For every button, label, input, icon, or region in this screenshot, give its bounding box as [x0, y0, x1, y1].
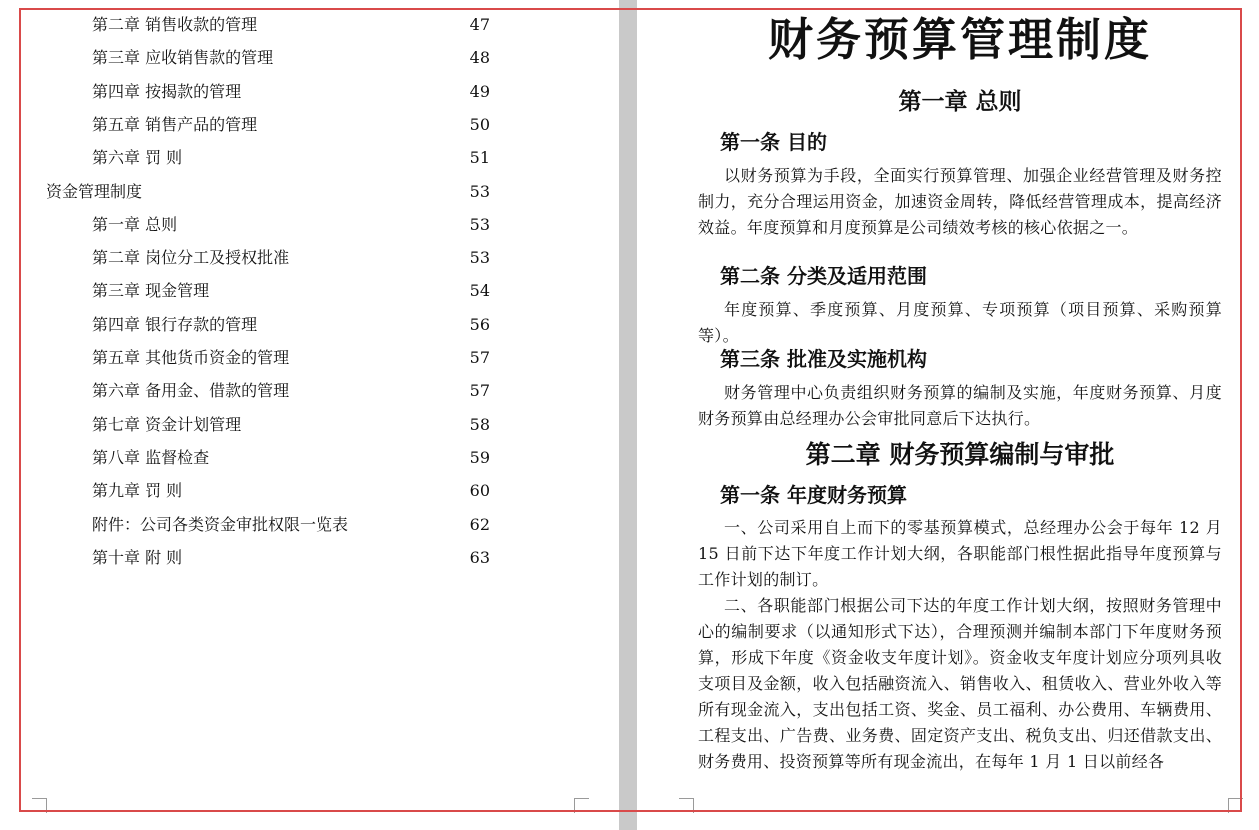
toc-entry-label: 资金管理制度: [46, 177, 143, 207]
toc-entry-page: 53: [469, 210, 490, 240]
crop-mark: [679, 798, 694, 813]
toc-entry[interactable]: [92, 110, 490, 140]
toc-entry[interactable]: [92, 310, 490, 340]
toc-entry-page: 54: [469, 276, 490, 306]
toc-entry-label: 第一章 总则: [92, 210, 178, 240]
paragraph: 财务管理中心负责组织财务预算的编制及实施，年度财务预算、月度财务预算由总经理办公会审批同意后下达执行。: [698, 383, 1222, 428]
toc-entry-page: 53: [469, 243, 490, 273]
toc-entry[interactable]: [92, 543, 490, 573]
article-heading: 第一条 目的: [720, 130, 827, 154]
left-page: [0, 0, 619, 830]
toc-entry-page: 57: [469, 343, 490, 373]
toc-entry-label: 第九章 罚 则: [92, 476, 183, 506]
toc-entry-label: 第六章 罚 则: [92, 143, 183, 173]
paragraph: 一、公司采用自上而下的零基预算模式，总经理办公会于每年 12 月 15 日前下达下年度工作计划大纲，各职能部门根性据此指导年度预算与工作计划的制订。: [698, 518, 1222, 589]
toc-entry-label: 第五章 销售产品的管理: [92, 110, 258, 140]
toc-entry-page: 47: [469, 10, 490, 40]
chapter-heading: 第一章 总则: [898, 88, 1022, 115]
toc-entry-page: 62: [469, 510, 490, 540]
toc-entry-page: 60: [469, 476, 490, 506]
chapter-heading: 第二章 财务预算编制与审批: [805, 440, 1115, 469]
toc-entry[interactable]: [92, 376, 490, 406]
toc-entry-page: 48: [469, 43, 490, 73]
toc-entry-label: 附件：公司各类资金审批权限一览表: [92, 510, 349, 540]
toc-entry-page: 56: [469, 310, 490, 340]
toc-entry-label: 第二章 销售收款的管理: [92, 10, 258, 40]
toc-entry[interactable]: [92, 410, 490, 440]
article-heading: 第二条 分类及适用范围: [720, 264, 927, 288]
toc-entry-label: 第十章 附 则: [92, 543, 183, 573]
toc-entry[interactable]: [92, 243, 490, 273]
toc-entry-label: 第四章 按揭款的管理: [92, 77, 242, 107]
page-gutter: [619, 0, 637, 830]
toc-entry[interactable]: [92, 143, 490, 173]
toc-entry[interactable]: [92, 210, 490, 240]
toc-entry-label: 第三章 现金管理: [92, 276, 210, 306]
toc-entry[interactable]: [92, 476, 490, 506]
paragraph: 二、各职能部门根据公司下达的年度工作计划大纲，按照财务管理中心的编制要求（以通知形式下达），合理预测并编制本部门下年度财务预算，形成下年度《资金收支年度计划》。资金收支年度计划应分项列具收支项目及金额，收入包括融资流入、销售收入、租赁收入、营业外收入等所有现金流入，支出包括工资、奖金、员工福利、办公费用、车辆费用、工程支出、广告费、业务费、固定资产支出、税负支出、归还借款支出、财务费用、投资预算等所有现金流出，在每年 1 月 1 日以前经各: [698, 596, 1222, 771]
crop-mark: [32, 798, 47, 813]
toc-entry[interactable]: [92, 77, 490, 107]
toc-entry[interactable]: [46, 177, 490, 207]
toc-entry-label: 第二章 岗位分工及授权批准: [92, 243, 290, 273]
toc-entry-page: 58: [469, 410, 490, 440]
toc-entry-label: 第五章 其他货币资金的管理: [92, 343, 290, 373]
toc-entry-page: 53: [469, 177, 490, 207]
crop-mark: [574, 798, 589, 813]
paragraph: 年度预算、季度预算、月度预算、专项预算（项目预算、采购预算等）。: [698, 300, 1222, 345]
toc-entry-page: 57: [469, 376, 490, 406]
toc-entry[interactable]: [92, 443, 490, 473]
document-title: 财务预算管理制度: [767, 13, 1152, 66]
toc-entry-label: 第六章 备用金、借款的管理: [92, 376, 290, 406]
toc-entry-label: 第三章 应收销售款的管理: [92, 43, 274, 73]
toc-entry-page: 59: [469, 443, 490, 473]
paragraph: 以财务预算为手段，全面实行预算管理、加强企业经营管理及财务控制力，充分合理运用资金，加速资金周转，降低经营管理成本，提高经济效益。年度预算和月度预算是公司绩效考核的核心依据之一。: [698, 166, 1222, 237]
toc-entry[interactable]: [92, 510, 490, 540]
toc-entry-label: 第七章 资金计划管理: [92, 410, 242, 440]
article-heading: 第一条 年度财务预算: [720, 483, 907, 507]
crop-mark: [1228, 798, 1243, 813]
toc-entry-label: 第四章 银行存款的管理: [92, 310, 258, 340]
article-heading: 第三条 批准及实施机构: [720, 347, 927, 371]
toc-entry-page: 50: [469, 110, 490, 140]
toc-entry-page: 63: [469, 543, 490, 573]
toc-entry[interactable]: [92, 43, 490, 73]
toc-entry-label: 第八章 监督检查: [92, 443, 210, 473]
toc-entry[interactable]: [92, 276, 490, 306]
toc-entry[interactable]: [92, 10, 490, 40]
toc-entry-page: 49: [469, 77, 490, 107]
toc-entry-page: 51: [469, 143, 490, 173]
toc-entry[interactable]: [92, 343, 490, 373]
